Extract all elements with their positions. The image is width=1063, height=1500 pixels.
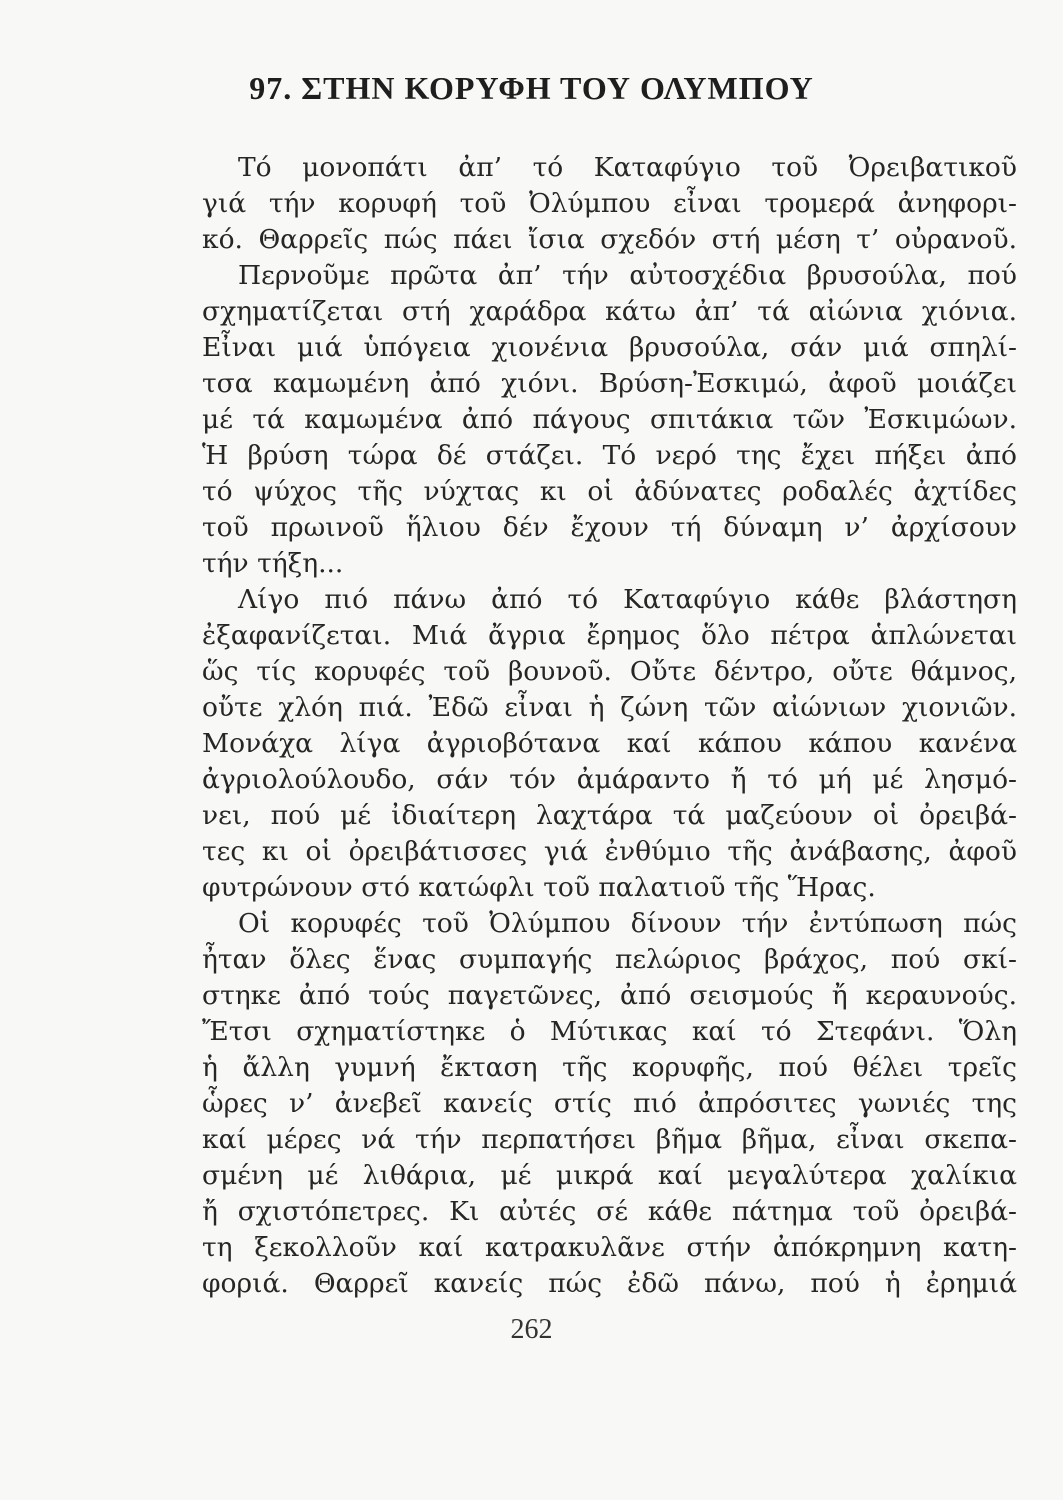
text-line: καί μέρες νά τήν περπατήσει βῆμα βῆμα, εἶναι σκεπα- xyxy=(202,1124,1017,1155)
text-line: ἤ σχιστόπετρες. Κι αὐτές σέ κάθε πάτημα τοῦ ὀρειβά- xyxy=(202,1196,1017,1227)
text-line: κό. Θαρρεῖς πώς πάει ἴσια σχεδόν στή μέση τ’ οὐρανοῦ. xyxy=(202,224,1017,255)
text-line: σχηματίζεται στή χαράδρα κάτω ἀπ’ τά αἰώνια χιόνια. xyxy=(202,296,1017,327)
text-line: Τό μονοπάτι ἀπ’ τό Καταφύγιο τοῦ Ὀρειβατικοῦ xyxy=(238,152,1017,183)
text-line: Περνοῦμε πρῶτα ἀπ’ τήν αὐτοσχέδια βρυσούλα, πού xyxy=(238,260,1017,291)
text-line: φοριά. Θαρρεῖ κανείς πώς ἐδῶ πάνω, πού ἡ ἐρημιά xyxy=(202,1268,1017,1299)
page-number: 262 xyxy=(510,1314,553,1345)
text-line: οὔτε χλόη πιά. Ἐδῶ εἶναι ἡ ζώνη τῶν αἰώνιων χιονιῶν. xyxy=(202,692,1017,723)
text-line: ὥς τίς κορυφές τοῦ βουνοῦ. Οὔτε δέντρο, οὔτε θάμνος, xyxy=(202,656,1017,687)
text-line: σμένη μέ λιθάρια, μέ μικρά καί μεγαλύτερα χαλίκια xyxy=(202,1160,1017,1191)
text-line: ἀγριολούλουδο, σάν τόν ἀμάραντο ἤ τό μή μέ λησμό- xyxy=(202,764,1017,795)
text-line: φυτρώνουν στό κατώφλι τοῦ παλατιοῦ τῆς Ἥρας. xyxy=(202,872,876,903)
text-line: Μονάχα λίγα ἀγριοβότανα καί κάπου κάπου κανένα xyxy=(202,728,1017,759)
chapter-title: 97. ΣΤΗΝ ΚΟΡΥΦΗ ΤΟΥ ΟΛΥΜΠΟΥ xyxy=(249,70,814,106)
text-line: τη ξεκολλοῦν καί κατρακυλᾶνε στήν ἀπόκρημνη κατη- xyxy=(202,1232,1017,1263)
text-line: γιά τήν κορυφή τοῦ Ὀλύμπου εἶναι τρομερά ἀνηφορι- xyxy=(202,188,1017,219)
text-line: Λίγο πιό πάνω ἀπό τό Καταφύγιο κάθε βλάστηση xyxy=(238,584,1017,615)
text-line: ὧρες ν’ ἀνεβεῖ κανείς στίς πιό ἀπρόσιτες γωνιές της xyxy=(202,1088,1017,1119)
text-line: ἡ ἄλλη γυμνή ἔκταση τῆς κορυφῆς, πού θέλει τρεῖς xyxy=(202,1052,1017,1083)
text-line: τσα καμωμένη ἀπό χιόνι. Βρύση-Ἐσκιμώ, ἀφοῦ μοιάζει xyxy=(202,368,1017,399)
body-text xyxy=(202,150,1017,1302)
text-line: μέ τά καμωμένα ἀπό πάγους σπιτάκια τῶν Ἐσκιμώων. xyxy=(202,404,1017,435)
text-line: τες κι οἱ ὀρειβάτισσες γιά ἐνθύμιο τῆς ἀνάβασης, ἀφοῦ xyxy=(202,836,1017,867)
text-line: τοῦ πρωινοῦ ἥλιου δέν ἔχουν τή δύναμη ν’ ἀρχίσουν xyxy=(202,512,1017,543)
text-line: νει, πού μέ ἰδιαίτερη λαχτάρα τά μαζεύουν οἱ ὀρειβά- xyxy=(202,800,1017,831)
text-line: Ἔτσι σχηματίστηκε ὁ Μύτικας καί τό Στεφάνι. Ὅλη xyxy=(202,1016,1017,1047)
text-line: στηκε ἀπό τούς παγετῶνες, ἀπό σεισμούς ἤ κεραυνούς. xyxy=(202,980,1017,1011)
text-line: Ἡ βρύση τώρα δέ στάζει. Τό νερό της ἔχει πήξει ἀπό xyxy=(202,440,1017,471)
text-line: τήν τήξη... xyxy=(202,548,344,579)
text-line: ἦταν ὅλες ἕνας συμπαγής πελώριος βράχος, πού σκί- xyxy=(202,944,1017,975)
text-line: τό ψύχος τῆς νύχτας κι οἱ ἀδύνατες ροδαλές ἀχτίδες xyxy=(202,476,1017,507)
text-line: Εἶναι μιά ὑπόγεια χιονένια βρυσούλα, σάν μιά σπηλί- xyxy=(202,332,1017,363)
text-line: Οἱ κορυφές τοῦ Ὀλύμπου δίνουν τήν ἐντύπωση πώς xyxy=(238,908,1017,939)
text-line: ἐξαφανίζεται. Μιά ἄγρια ἔρημος ὅλο πέτρα ἁπλώνεται xyxy=(202,620,1017,651)
